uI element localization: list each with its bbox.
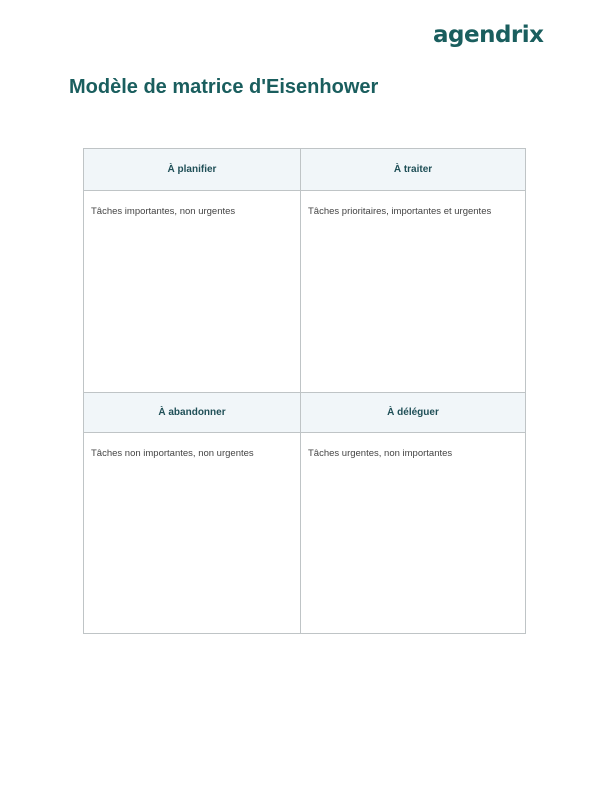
eisenhower-matrix [83,148,526,634]
quadrant-body-delegate: Tâches urgentes, non importantes [308,448,453,459]
quadrant-header-do: À traiter [301,149,525,191]
quadrant-header-delegate: À déléguer [301,393,525,433]
quadrant-header-plan: À planifier [84,149,301,191]
quadrant-body-plan: Tâches importantes, non urgentes [84,191,301,393]
quadrant-header-eliminate: À abandonner [84,393,301,433]
quadrant-body-do: Tâches prioritaires, importantes et urgentes [301,191,525,393]
page-title: Modèle de matrice d'Eisenhower [69,76,379,98]
quadrant-body-eliminate: Tâches non importantes, non urgentes [84,433,301,633]
agendrix-logo: agendrix [433,22,544,48]
